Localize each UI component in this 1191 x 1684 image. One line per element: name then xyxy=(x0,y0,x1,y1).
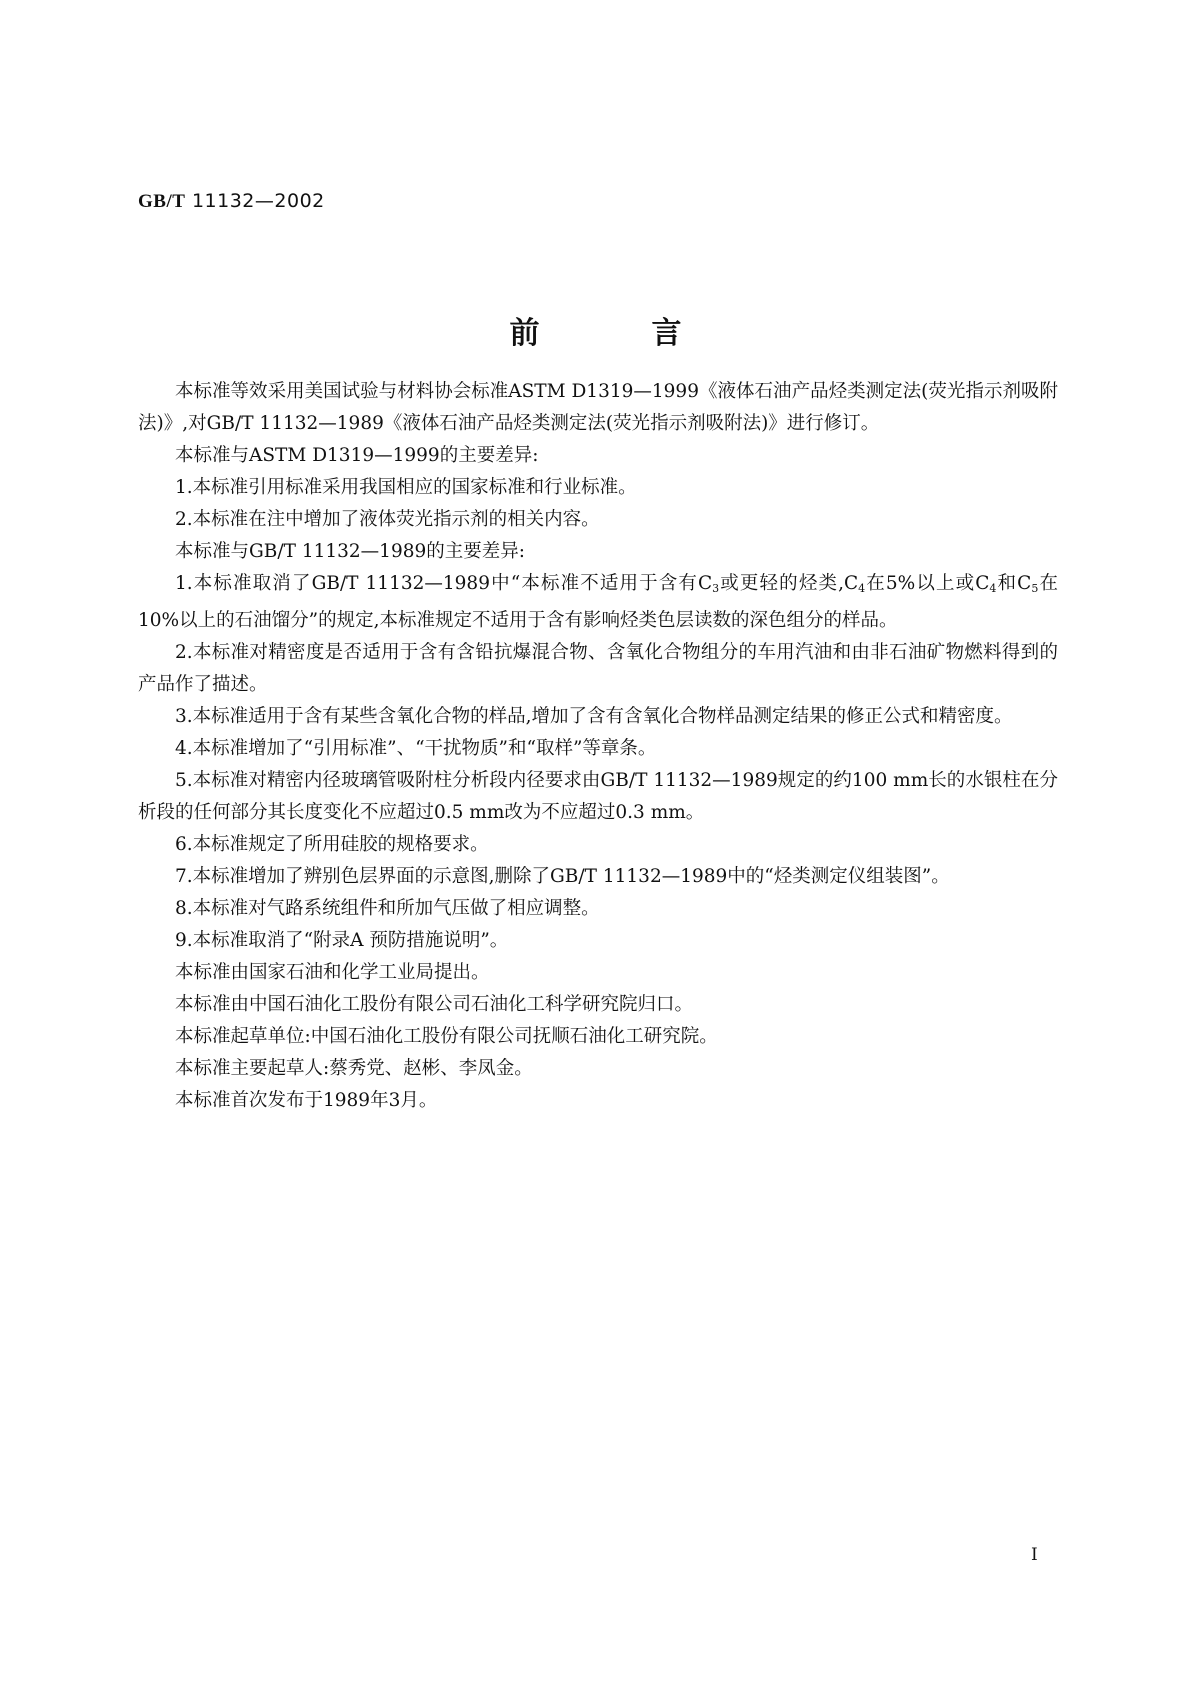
standard-number: 11132—2002 xyxy=(191,190,325,212)
gb-diff-item-6: 6.本标准规定了所用硅胶的规格要求。 xyxy=(175,834,489,855)
astm-diff-item-1: 1.本标准引用标准采用我国相应的国家标准和行业标准。 xyxy=(175,477,637,498)
gb-differences-heading: 本标准与GB/T 11132—1989的主要差异: xyxy=(175,541,525,562)
gb-diff-item-1-part-d: 和C xyxy=(996,573,1032,594)
gb-diff-item-1-part-b: 或更轻的烃类,C xyxy=(719,573,859,594)
gb-diff-item-5: 5.本标准对精密内径玻璃管吸附柱分析段内径要求由GB/T 11132—1989规定的约100 mm长的水银柱在分析段的任何部分其长度变化不应超过0.5 mm改为不应超过0.3 mm。 xyxy=(138,770,1058,823)
page-title xyxy=(0,308,1191,352)
title-char-1: 前 xyxy=(509,316,540,351)
gb-diff-item-1-part-a: 1.本标准取消了GB/T 11132—1989中“本标准不适用于含有C xyxy=(175,573,713,594)
closing-drafting-unit: 本标准起草单位:中国石油化工股份有限公司抚顺石油化工研究院。 xyxy=(175,1026,718,1047)
closing-first-release: 本标准首次发布于1989年3月。 xyxy=(175,1090,438,1111)
gb-diff-item-7: 7.本标准增加了辨别色层界面的示意图,删除了GB/T 11132—1989中的“烃类测定仪组装图”。 xyxy=(175,866,950,887)
subscript: 5 xyxy=(1031,582,1039,595)
subscript: 3 xyxy=(712,582,720,595)
astm-diff-item-2: 2.本标准在注中增加了液体荧光指示剂的相关内容。 xyxy=(175,509,600,530)
closing-proposer: 本标准由国家石油和化学工业局提出。 xyxy=(175,962,490,983)
gb-diff-item-1 xyxy=(138,568,1058,637)
gb-diff-item-1-part-c: 在5%以上或C xyxy=(865,573,990,594)
gb-diff-item-9: 9.本标准取消了“附录A 预防措施说明”。 xyxy=(175,930,509,951)
closing-administrator: 本标准由中国石油化工股份有限公司石油化工科学研究院归口。 xyxy=(175,994,694,1015)
subscript: 4 xyxy=(858,582,866,595)
page-number: I xyxy=(1031,1545,1038,1565)
intro-paragraph: 本标准等效采用美国试验与材料协会标准ASTM D1319—1999《液体石油产品烃类测定法(荧光指示剂吸附法)》,对GB/T 11132—1989《液体石油产品烃类测定法(荧光指示剂吸附法)》进行修订。 xyxy=(138,381,1058,434)
closing-drafters: 本标准主要起草人:蔡秀党、赵彬、李凤金。 xyxy=(175,1058,533,1079)
title-char-2: 言 xyxy=(651,316,682,351)
gb-diff-item-1-part-e: 在10%以上的石油馏分”的规定,本标准规定不适用于含有影响烃类色层读数的深色组分的样品。 xyxy=(138,573,1058,631)
standard-code-header xyxy=(138,190,325,213)
astm-differences-heading: 本标准与ASTM D1319—1999的主要差异: xyxy=(175,445,539,466)
gb-diff-item-2: 2.本标准对精密度是否适用于含有含铅抗爆混合物、含氧化合物组分的车用汽油和由非石油矿物燃料得到的产品作了描述。 xyxy=(138,642,1058,695)
gb-diff-item-4: 4.本标准增加了“引用标准”、“干扰物质”和“取样”等章条。 xyxy=(175,738,657,759)
subscript: 4 xyxy=(989,582,997,595)
gb-diff-item-8: 8.本标准对气路系统组件和所加气压做了相应调整。 xyxy=(175,898,600,919)
standard-prefix: GB/T xyxy=(138,191,186,212)
foreword-body xyxy=(138,376,1058,1117)
gb-diff-item-3: 3.本标准适用于含有某些含氧化合物的样品,增加了含有含氧化合物样品测定结果的修正公式和精密度。 xyxy=(175,706,1013,727)
